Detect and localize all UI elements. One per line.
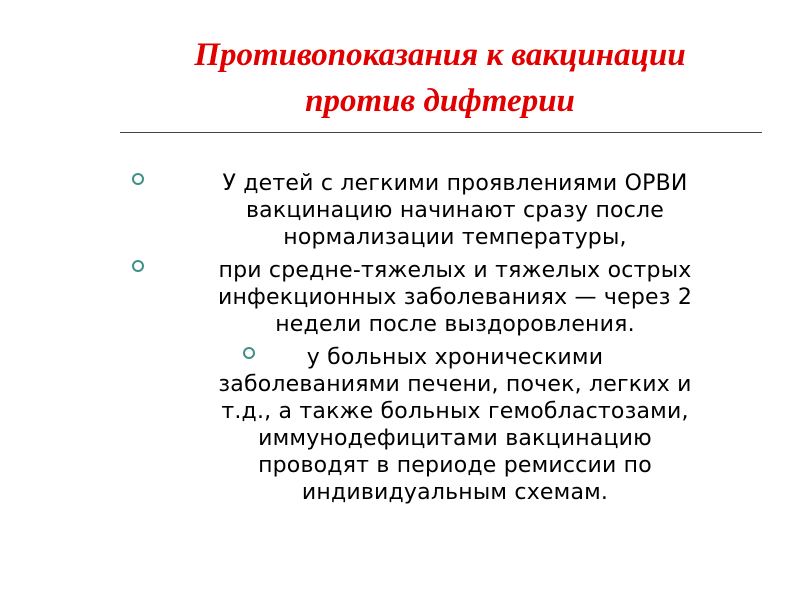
bullet-text: У детей с легкими проявлениями ОРВИ вакцинацию начинают сразу после нормализации температуры, <box>222 171 688 250</box>
bullet-text: при средне-тяжелых и тяжелых острых инфекционных заболеваниях — через 2 недели после выздоровления. <box>217 258 693 337</box>
bullet-item <box>160 344 750 506</box>
bullet-item <box>160 170 750 251</box>
bullet-text: у больных хроническими заболеваниями печени, почек, легких и т.д., а также больных гемобластозами, иммунодефицитами вакцинацию проводят в периоде ремиссии по индивидуальным схемам. <box>218 345 692 505</box>
slide-title: Противопоказания к вакцинации против дифтерии <box>194 37 686 119</box>
hollow-circle-bullet-icon <box>132 173 144 185</box>
hollow-circle-bullet-icon <box>243 347 255 359</box>
hollow-circle-bullet-icon <box>132 260 144 272</box>
bullet-item <box>160 257 750 338</box>
